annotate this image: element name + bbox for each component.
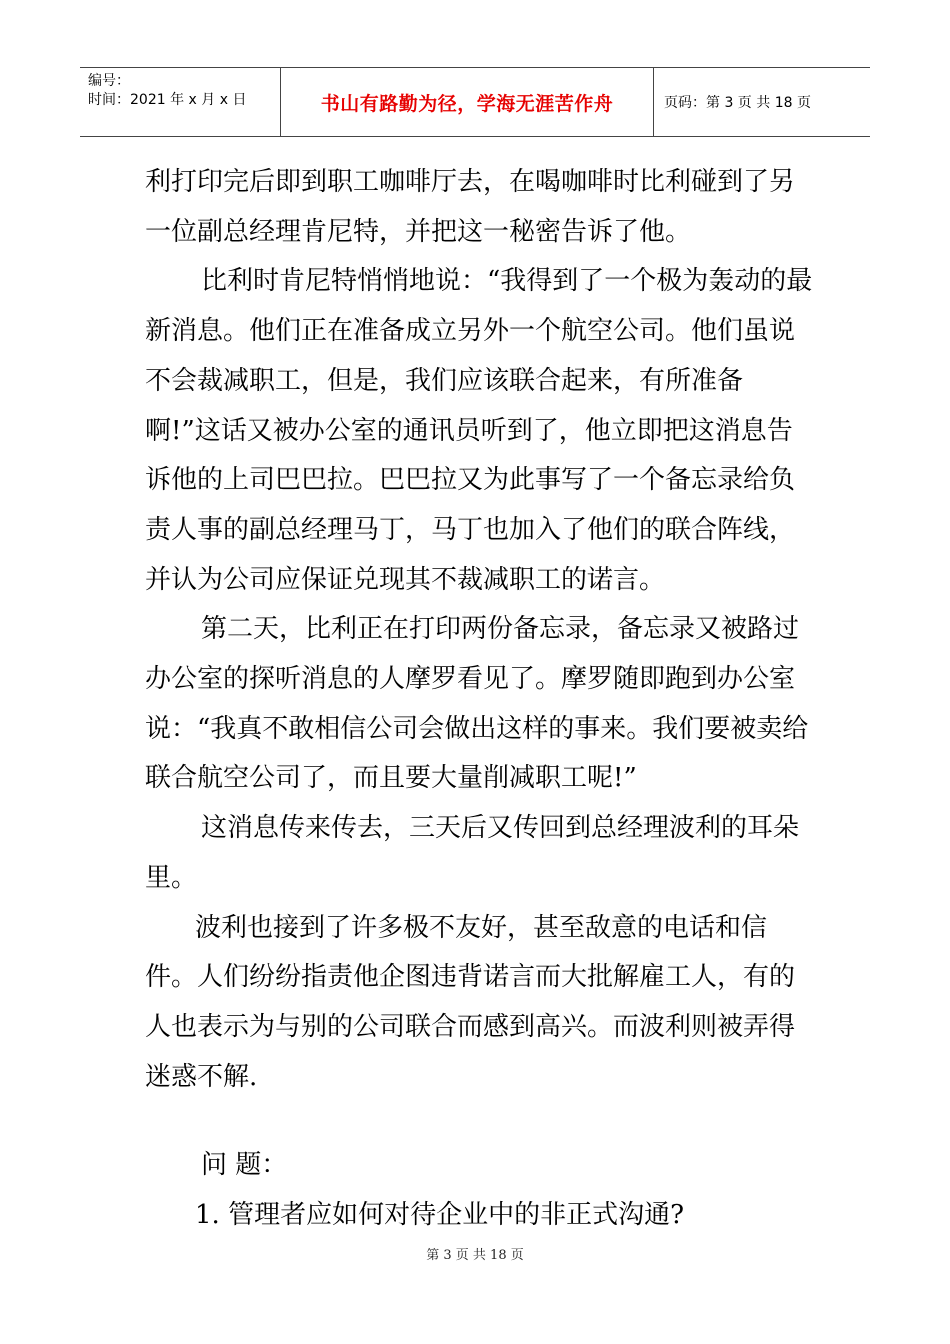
header-motto: 书山有路勤为径，学海无涯苦作舟: [320, 92, 614, 115]
paragraph-gap: [145, 1102, 817, 1141]
header-page-info: 页码：第 3 页 共 18 页: [664, 95, 811, 111]
paragraph-3: 第二天，比利正在打印两份备忘录，备忘录又被路过办公室的探听消息的人摩罗看见了。摩罗随即跑到办公室说：“我真不敢相信公司会做出这样的事来。我们要被卖给联合航空公司了，而且要大量削减职工呢!”: [145, 614, 809, 794]
document-body: [145, 158, 817, 1241]
paragraph-2: 比利时肯尼特悄悄地说：“我得到了一个极为轰动的最新消息。他们正在准备成立另外一个航空公司。他们虽说不会裁减职工，但是，我们应该联合起来，有所准备啊!”这话又被办公室的通讯员听到了，他立即把这消息告诉他的上司巴巴拉。巴巴拉又为此事写了一个备忘录给负责人事的副总经理马丁，马丁也加入了他们的联合阵线，并认为公司应保证兑现其不裁减职工的诺言。: [145, 266, 813, 595]
paragraph-4: 这消息传来传去，三天后又传回到总经理波利的耳朵里。: [145, 813, 800, 893]
document-number-label: 编号：: [88, 73, 130, 89]
header-page-cell: [654, 68, 870, 136]
question-heading: 问 题：: [201, 1150, 288, 1181]
header-motto-cell: [281, 68, 654, 136]
paragraph-1: 利打印完后即到职工咖啡厅去，在喝咖啡时比利碰到了另一位副总经理肯尼特，并把这一秘密告诉了他。: [145, 167, 796, 247]
page-header: [80, 67, 870, 137]
paragraph-5: 波利也接到了许多极不友好，甚至敌意的电话和信件。人们纷纷指责他企图违背诺言而大批解雇工人，有的人也表示为与别的公司联合而感到高兴。而波利则被弄得迷惑不解.: [145, 912, 796, 1092]
document-time-label: 时间：2021 年 x 月 x 日: [88, 92, 247, 108]
header-meta-cell: [80, 68, 281, 136]
question-1: 1. 管理者应如何对待企业中的非正式沟通?: [195, 1200, 685, 1231]
page-footer: 第 3 页 共 18 页: [426, 1248, 524, 1263]
